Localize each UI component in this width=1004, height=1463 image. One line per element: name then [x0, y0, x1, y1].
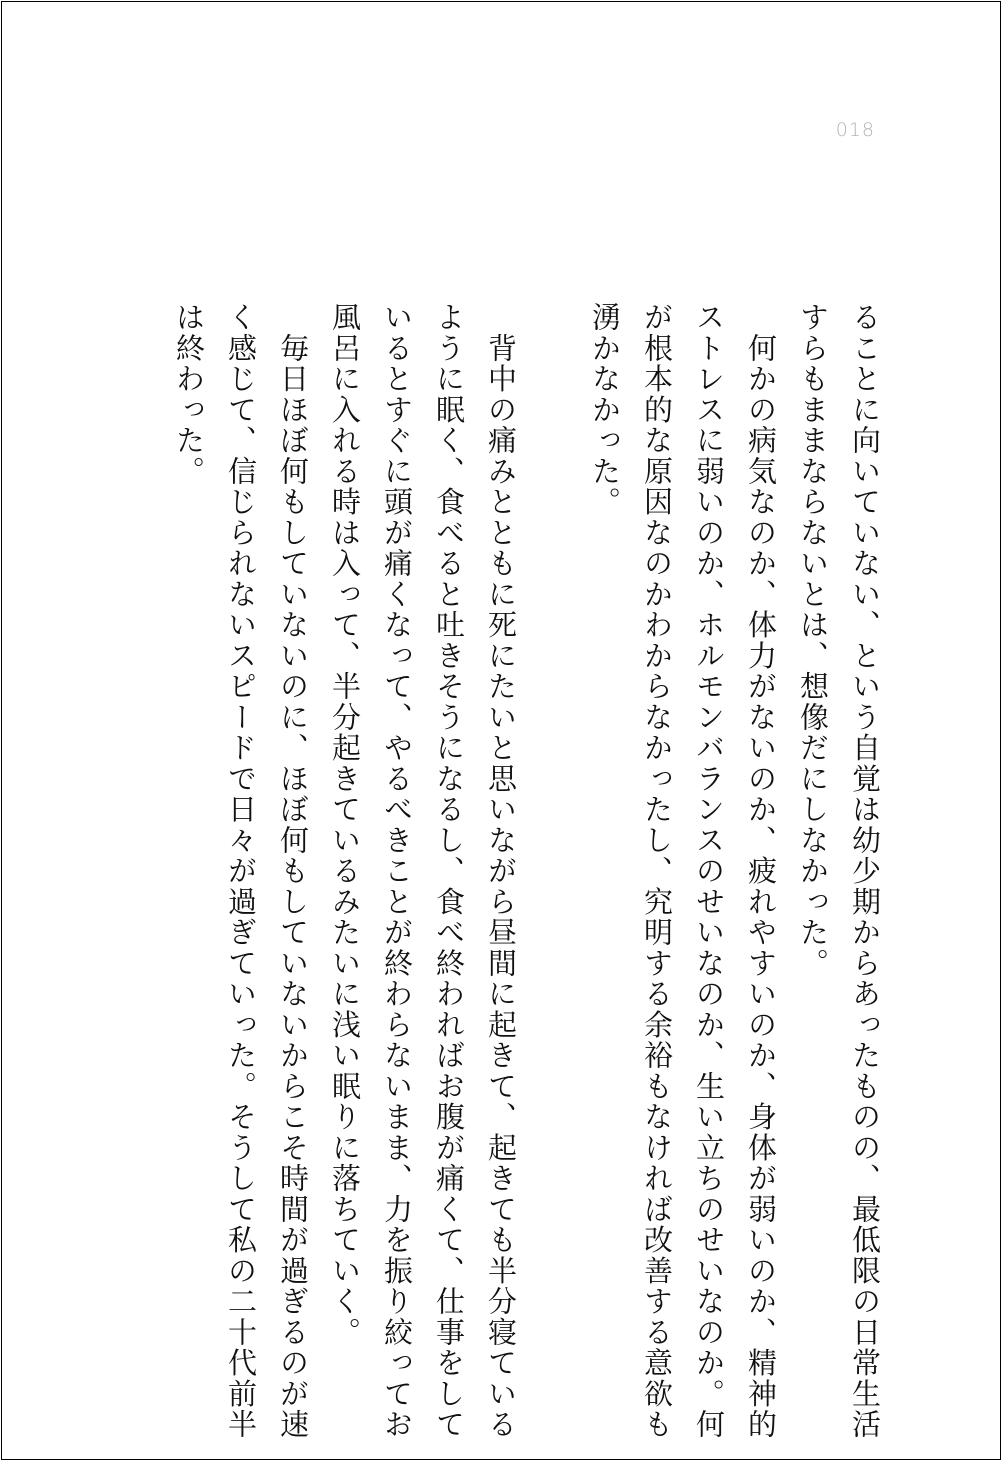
text-line-13: く感じて、信じられないスピードで日々が過ぎていった。そうして私の二十代前半 — [224, 302, 258, 1440]
page-number: 018 — [835, 119, 875, 141]
text-line-1: ることに向いていない、という自覚は幼少期からあったものの、最低限の日常生活 — [848, 302, 882, 1440]
text-line-5: が根本的な原因なのかわからなかったし、究明する余裕もなければ改善する意欲も — [640, 302, 674, 1440]
text-line-9: ように眠く、食べると吐きそうになるし、食べ終わればお腹が痛くて、仕事をして — [432, 302, 466, 1440]
text-line-4: ストレスに弱いのか、ホルモンバランスのせいなのか、生い立ちのせいなのか。何 — [692, 302, 726, 1440]
text-line-8: 背中の痛みとともに死にたいと思いながら昼間に起きて、起きても半分寝ている — [484, 302, 518, 1440]
text-line-12: 毎日ほぼ何もしていないのに、ほぼ何もしていないからこそ時間が過ぎるのが速 — [276, 302, 310, 1440]
book-page — [1, 1, 1001, 1460]
text-line-11: 風呂に入れる時は入って、半分起きているみたいに浅い眠りに落ちていく。 — [328, 302, 362, 1348]
text-line-6: 湧かなかった。 — [588, 302, 622, 518]
text-line-14: は終わった。 — [172, 302, 206, 487]
text-line-2: すらもままならないとは、想像だにしなかった。 — [796, 302, 830, 979]
text-line-10: いるとすぐに頭が痛くなって、やるべきことが終わらないまま、力を振り絞ってお — [380, 302, 414, 1440]
text-line-3: 何かの病気なのか、体力がないのか、疲れやすいのか、身体が弱いのか、精神的 — [744, 302, 778, 1440]
